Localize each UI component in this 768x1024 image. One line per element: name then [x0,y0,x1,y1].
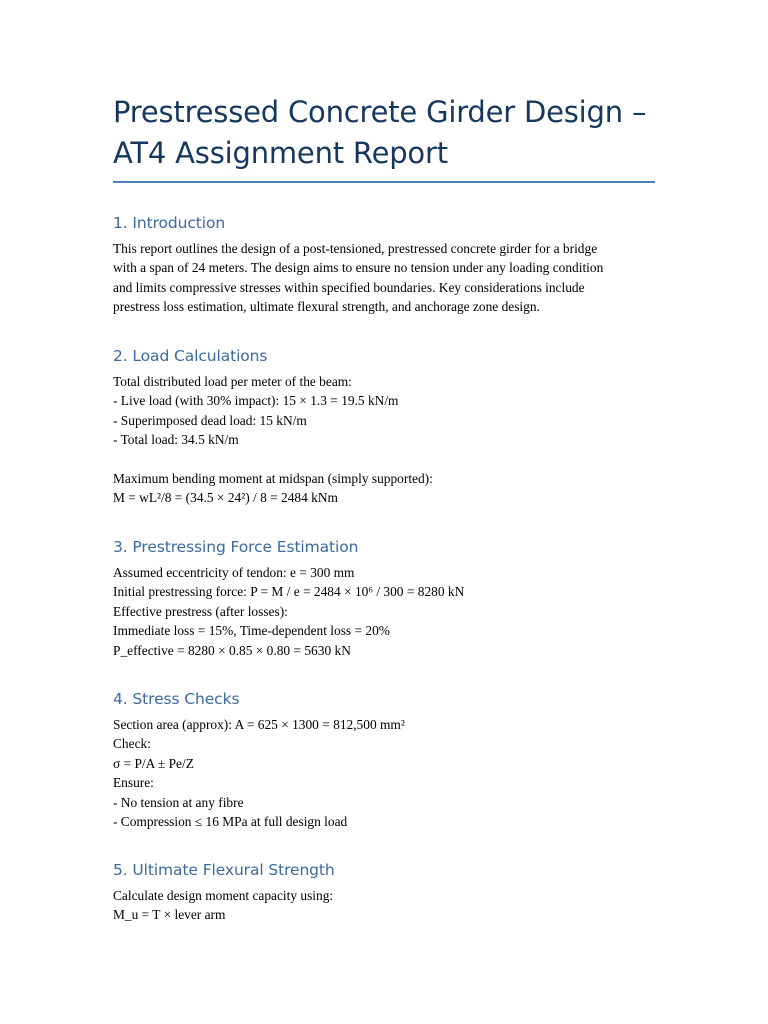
section-ultimate-flexural-strength [113,860,655,925]
section-heading: 4. Stress Checks [113,690,240,708]
section-body [113,886,655,925]
section-body [113,239,655,317]
section-heading: 2. Load Calculations [113,347,268,365]
text-line: Maximum bending moment at midspan (simply supported): [113,471,433,487]
text-line: - Superimposed dead load: 15 kN/m [113,412,307,428]
text-line: Assumed eccentricity of tendon: e = 300 mm [113,565,355,580]
text-line: M = wL²/8 = (34.5 × 24²) / 8 = 2484 kNm [113,490,338,506]
section-body [113,563,655,660]
text-line: - Compression ≤ 16 MPa at full design load [113,814,348,830]
title-line: AT4 Assignment Report [113,136,448,170]
text-line: M_u = T × lever arm [113,907,226,923]
section-body [113,715,655,831]
section-prestressing-force [113,537,655,660]
section-introduction [113,213,655,317]
section-stress-checks [113,689,655,831]
text-line: Immediate loss = 15%, Time-dependent loss = 20% [113,623,390,639]
text-line: Effective prestress (after losses): [113,603,288,619]
title-divider [113,181,655,183]
blank-line [113,450,655,469]
text-line: P_effective = 8280 × 0.85 × 0.80 = 5630 kN [113,642,351,658]
title-line: Prestressed Concrete Girder Design – [113,95,647,129]
section-heading: 1. Introduction [113,214,226,232]
text-line: - Live load (with 30% impact): 15 × 1.3 = 19.5 kN/m [113,393,399,409]
text-line: prestress loss estimation, ultimate flexural strength, and anchorage zone design. [113,299,540,315]
text-line: with a span of 24 meters. The design aims to ensure no tension under any loading condition [113,260,604,276]
text-line: Calculate design moment capacity using: [113,888,334,903]
section-load-calculations [113,346,655,508]
text-line: - No tension at any fibre [113,794,244,810]
text-line: Section area (approx): A = 625 × 1300 = 812,500 mm² [113,717,405,732]
text-line: Ensure: [113,775,154,791]
text-line: Initial prestressing force: P = M / e = 2484 × 10⁶ / 300 = 8280 kN [113,584,465,600]
text-line: - Total load: 34.5 kN/m [113,432,239,448]
section-heading: 3. Prestressing Force Estimation [113,538,359,556]
document-body [113,92,655,923]
text-line: Total distributed load per meter of the beam: [113,374,352,389]
text-line: σ = P/A ± Pe/Z [113,755,194,771]
document-title [113,92,655,179]
section-heading: 5. Ultimate Flexural Strength [113,861,335,879]
text-line: This report outlines the design of a post-tensioned, prestressed concrete girder for a bridge [113,241,598,256]
text-line: and limits compressive stresses within specified boundaries. Key considerations include [113,279,585,295]
text-line: Check: [113,736,151,752]
section-body [113,372,655,508]
